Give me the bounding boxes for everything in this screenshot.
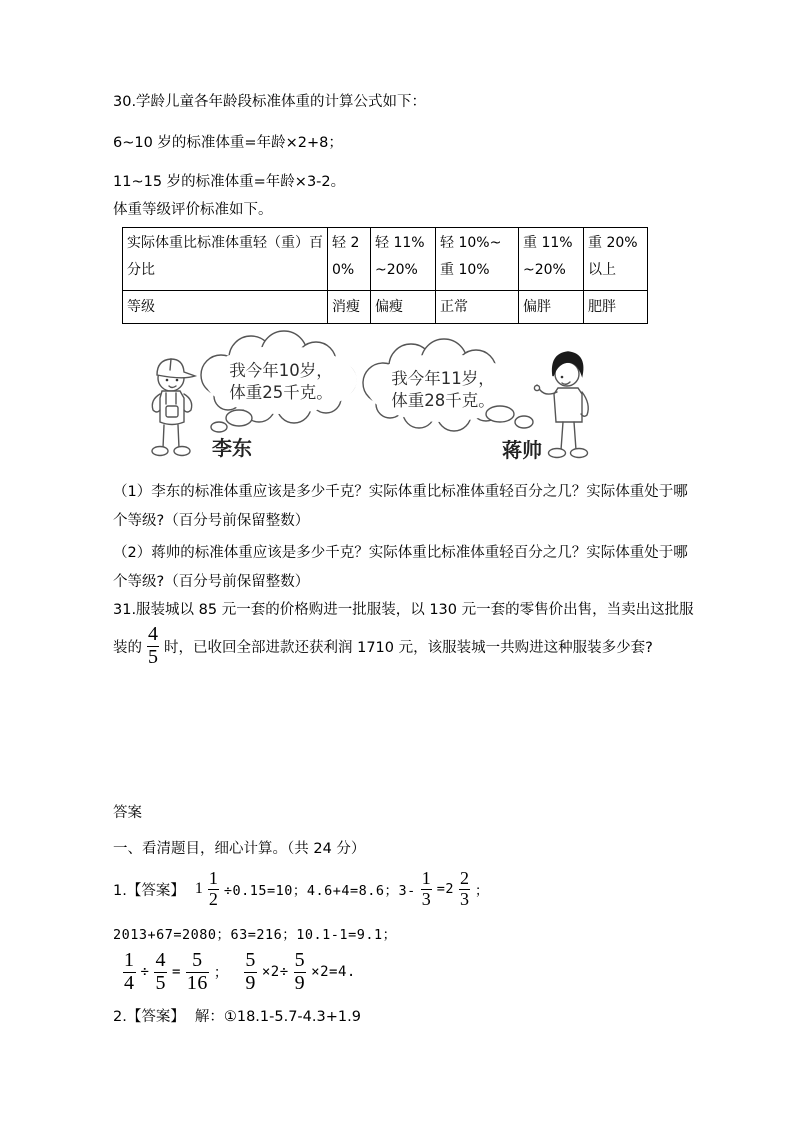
fraction-numerator: 4 <box>155 948 166 971</box>
table-cell: 等级 <box>123 291 328 324</box>
fraction-denominator: 3 <box>421 888 431 909</box>
fraction-denominator: 2 <box>208 888 218 909</box>
answers-heading: 答案 <box>113 805 142 821</box>
table-row <box>123 228 648 291</box>
fraction-numerator: 1 <box>124 948 135 971</box>
q31-line1: 31.服装城以 85 元一套的价格购进一批服装，以 130 元一套的零售价出售，当卖出这批服 <box>113 602 694 618</box>
fraction-numerator: 4 <box>148 622 158 645</box>
answer1-segment1: ÷0.15=10；4.6+4=8.6；3- <box>223 883 416 899</box>
table-cell: 偏瘦 <box>371 291 436 324</box>
q30-formula-6-10: 6~10 岁的标准体重=年龄×2+8； <box>113 135 343 151</box>
fraction-denominator: 9 <box>245 971 256 994</box>
answer2-label: 2.【答案】 <box>113 1008 185 1025</box>
operator-equals: = <box>171 964 181 980</box>
fraction <box>294 950 307 994</box>
q30-sub-question-2: （2）蒋帅的标准体重应该是多少千克？实际体重比标准体重轻百分之几？实际体重处于哪个等级?（百分号前保留整数） <box>113 545 688 590</box>
fraction <box>208 869 219 909</box>
answer1-segment4: ×2÷ <box>261 964 289 980</box>
table-cell: 肥胖 <box>584 291 648 324</box>
q31-line2-pre: 装的 <box>113 639 142 656</box>
fraction-denominator: 5 <box>148 645 158 668</box>
fraction <box>123 950 136 994</box>
fraction-denominator: 4 <box>124 971 135 994</box>
table-cell: 轻 11%~20% <box>371 228 436 291</box>
fraction-numerator: 1 <box>208 868 218 889</box>
q30-formula-11-15: 11~15 岁的标准体重=年龄×3-2。 <box>113 174 346 190</box>
answer1-line2: 2013+67=2080；63=216；10.1-1=9.1； <box>113 927 397 943</box>
answer1-segment3: ； <box>475 883 490 899</box>
answer1-segment5: ×2=4. <box>311 964 356 980</box>
bubble-left-line2: 体重25千克。 <box>229 383 333 402</box>
label-li-dong: 李东 <box>212 436 252 460</box>
answer1-segment2: =2 <box>436 881 455 897</box>
fraction <box>459 869 470 909</box>
q30-sub-question-1: （1）李东的标准体重应该是多少千克？实际体重比标准体重轻百分之几？实际体重处于哪个等级?（百分号前保留整数） <box>113 484 688 529</box>
table-cell: 偏胖 <box>519 291 584 324</box>
q30-table-caption: 体重等级评价标准如下。 <box>113 202 273 218</box>
bubble-left-line1: 我今年10岁， <box>229 361 333 380</box>
fraction-numerator: 5 <box>294 948 306 971</box>
fraction-denominator: 3 <box>460 888 470 909</box>
children-illustration <box>126 330 606 470</box>
answer1-label: 1.【答案】 <box>113 882 185 899</box>
q30-title: 30.学龄儿童各年龄段标准体重的计算公式如下： <box>113 94 427 110</box>
weight-grade-table <box>122 227 648 324</box>
operator-divide: ÷ <box>140 964 150 980</box>
fraction-numerator: 5 <box>192 948 203 971</box>
fraction-denominator: 16 <box>186 971 208 994</box>
speech-bubble-left <box>201 331 357 432</box>
bubble-right-line2: 体重28千克。 <box>391 391 495 410</box>
label-jiang-shuai: 蒋帅 <box>502 438 542 462</box>
table-cell: 正常 <box>436 291 519 324</box>
q31-line2-post: 时，已收回全部进款还获利润 1710 元，该服装城一共购进这种服装多少套? <box>164 639 653 656</box>
fraction-numerator: 1 <box>421 868 431 889</box>
boy-left-drawing <box>152 359 195 456</box>
separator: ； <box>213 965 229 981</box>
fraction-denominator: 5 <box>155 971 166 994</box>
answer2-line <box>113 1000 361 1030</box>
fraction-denominator: 9 <box>294 971 306 994</box>
table-row <box>123 291 648 324</box>
table-cell: 轻 10%~重 10% <box>436 228 519 291</box>
answer1-line3 <box>118 947 356 997</box>
fraction <box>244 950 257 994</box>
answer1-line1 <box>113 866 489 912</box>
table-cell: 重 11%~20% <box>519 228 584 291</box>
fraction <box>154 950 167 994</box>
table-cell: 重 20%以上 <box>584 228 648 291</box>
table-cell: 实际体重比标准体重轻（重）百分比 <box>123 228 328 291</box>
fraction-numerator: 5 <box>245 948 256 971</box>
answer2-text: 解：①18.1-5.7-4.3+1.9 <box>194 1008 361 1025</box>
fraction-numerator: 2 <box>460 868 470 889</box>
q31-line2 <box>113 621 653 671</box>
table-cell: 轻 20% <box>328 228 371 291</box>
table-cell: 消瘦 <box>328 291 371 324</box>
mixed-number-integer: 1 <box>194 880 203 897</box>
bubble-right-line1: 我今年11岁， <box>391 369 495 388</box>
fraction <box>186 950 209 994</box>
boy-right-drawing <box>534 352 588 458</box>
fraction <box>421 869 432 909</box>
fraction <box>147 624 159 668</box>
answers-section1-title: 一、看清题目，细心计算。（共 24 分） <box>113 841 366 857</box>
